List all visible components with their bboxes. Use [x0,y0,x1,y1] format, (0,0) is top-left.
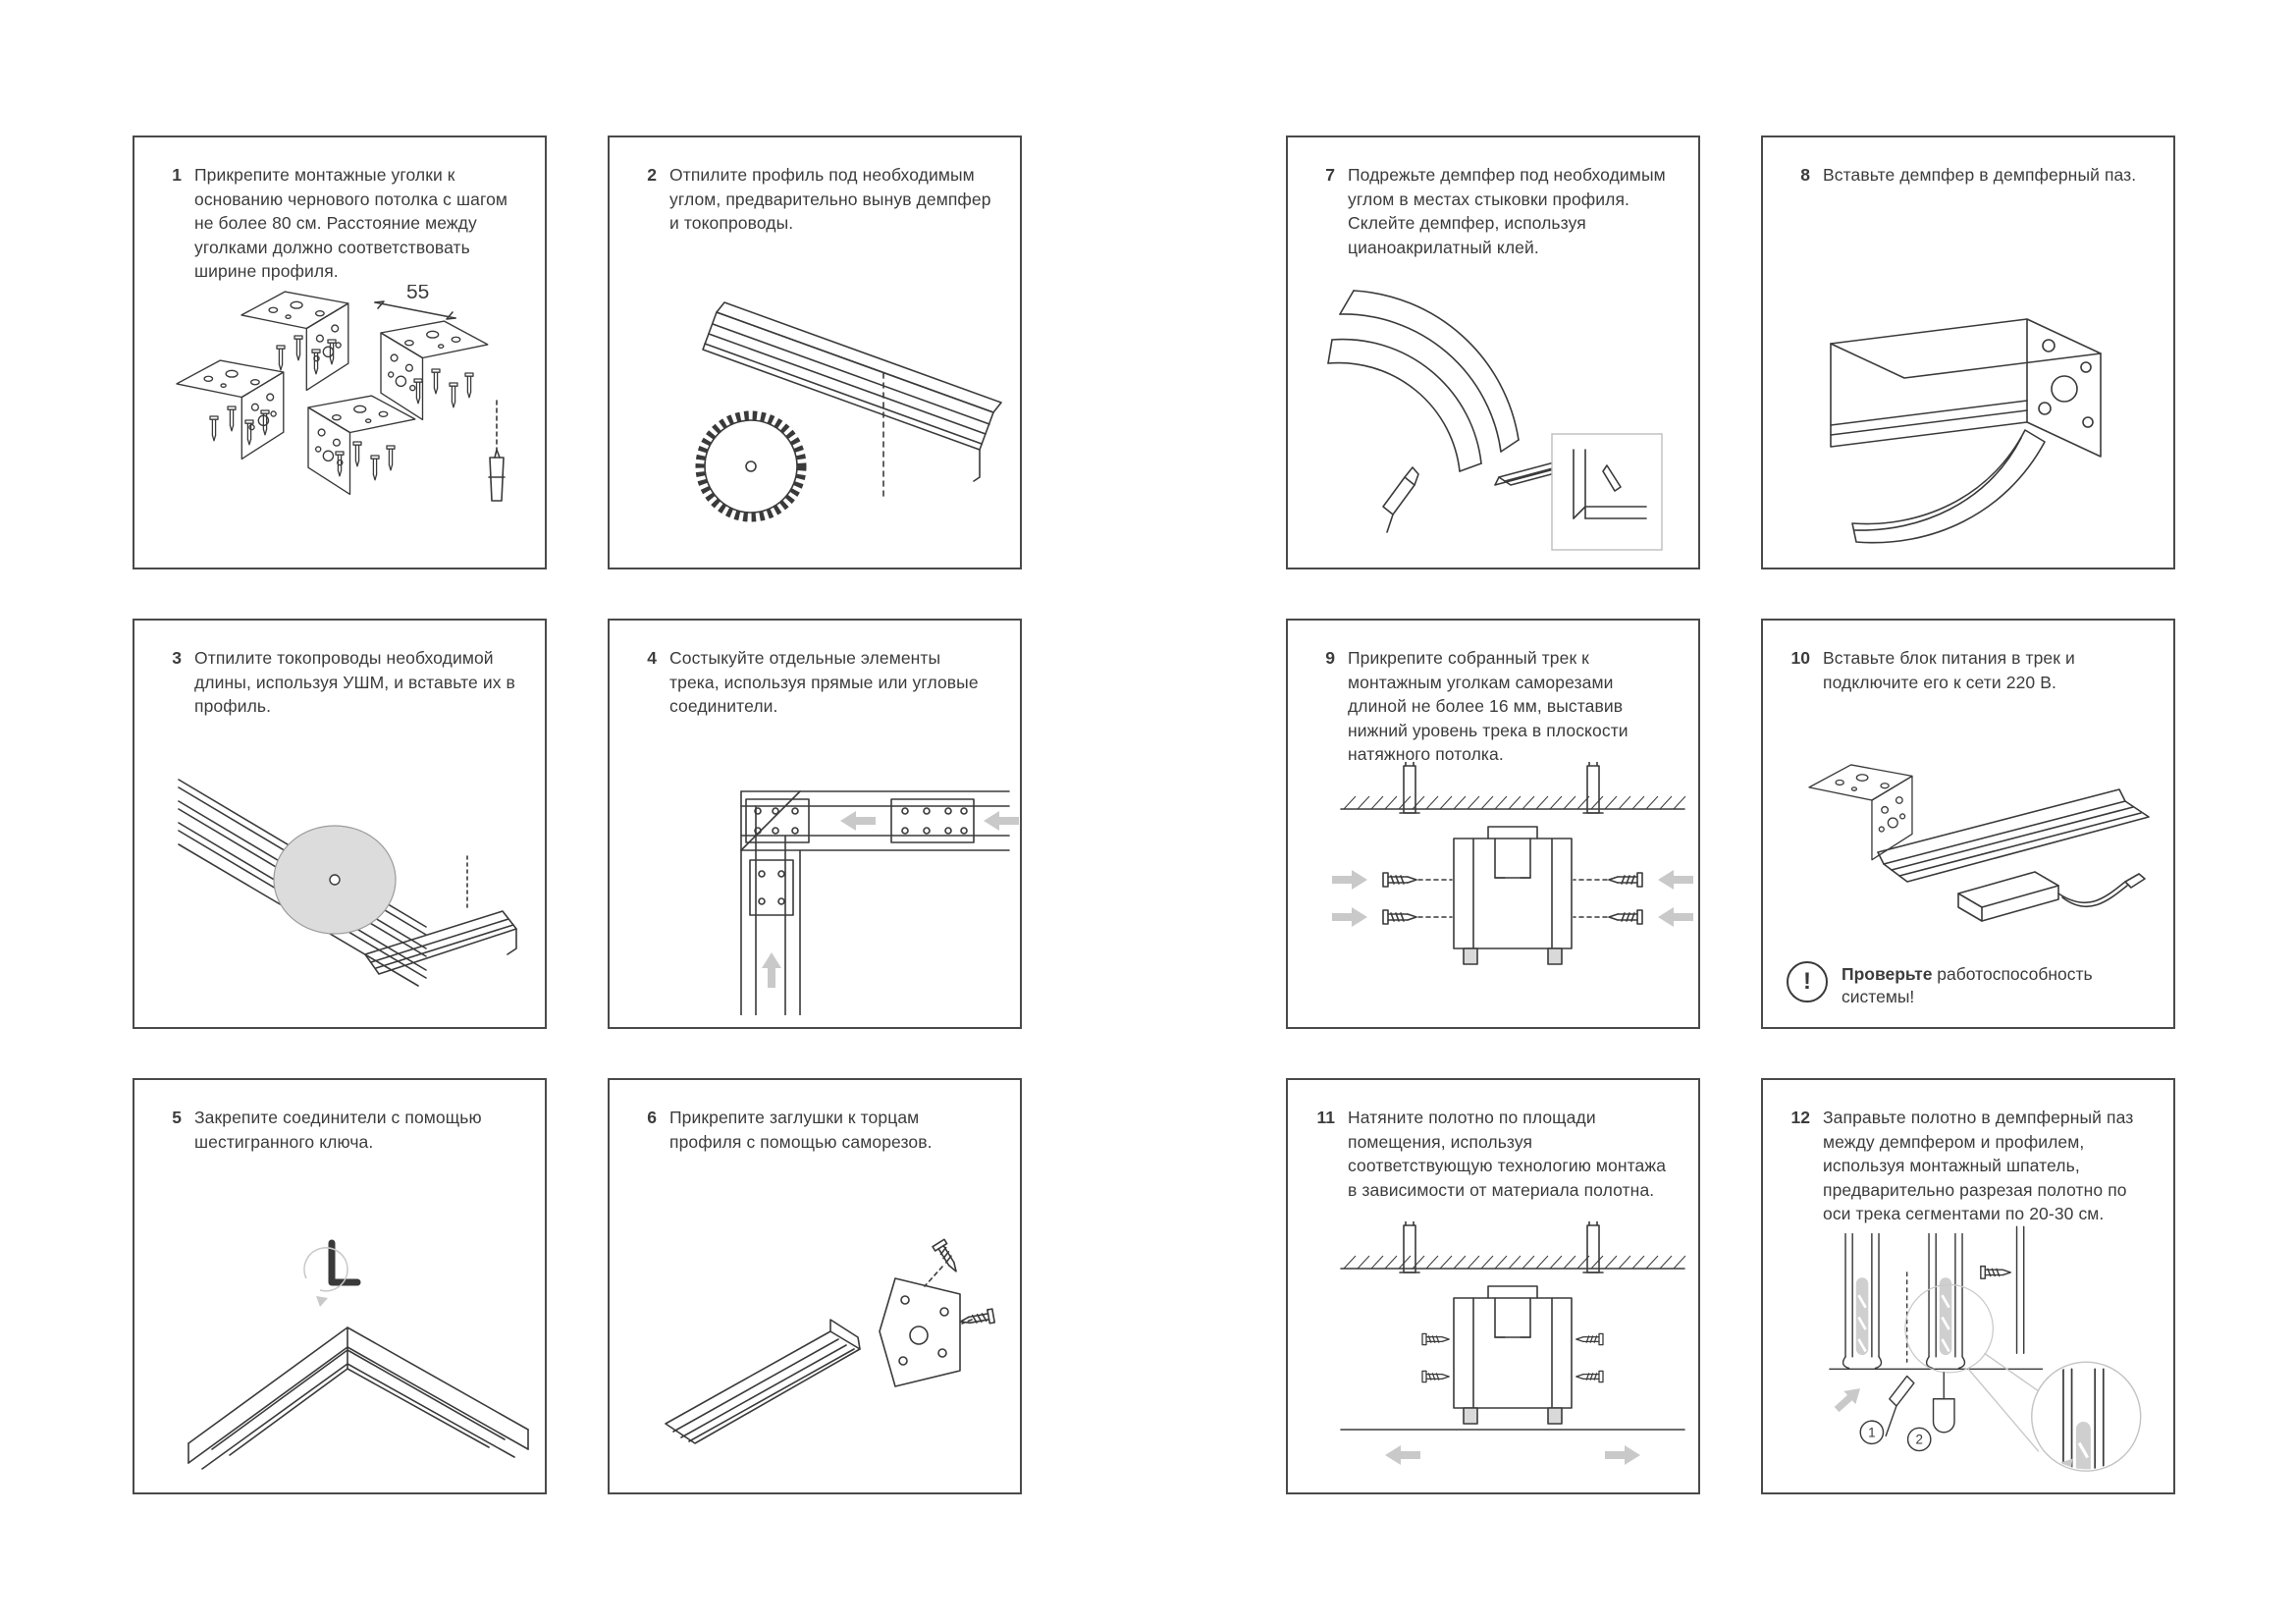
step-panel-1 [133,135,547,569]
marker-pen-icon [489,401,505,501]
saw-blade-icon [696,411,806,521]
hex-key-corner-illustration [154,1221,564,1481]
power-wire [2058,874,2145,906]
power-supply-unit [1958,872,2058,921]
step-text: Подрежьте демпфер под необходимым углом в местах стыковки профиля. Склейте демпфер, используя цианоакрилатный клей. [1348,165,1666,257]
step-number: 7 [1325,165,1335,185]
step-number: 2 [647,165,657,185]
membrane-stretch-cross-section [1308,1221,1718,1481]
step-number: 4 [647,648,657,668]
step-number: 1 [172,165,182,185]
page-right [1286,135,2175,1494]
track-connectors-illustration [629,762,1040,1015]
step-text: Натяните полотно по площади помещения, используя соответствующую технологию монтажа в зависимости от материала полотна. [1348,1108,1667,1200]
step-text: Состыкуйте отдельные элементы трека, используя прямые или угловые соединители. [669,648,979,716]
arrow-up-icon [762,952,781,988]
dimension-55 [375,301,455,319]
step-text: Прикрепите монтажные уголки к основанию чернового потолка с шагом не более 80 см. Расстояние между уголками должно соответствовать ширине профиля. [194,165,508,281]
step-text: Прикрепите собранный трек к монтажным уголкам саморезами длиной не более 16 мм, выставив нижний уровень трека в плоскости натяжного потолка. [1348,648,1629,764]
step-text: Прикрепите заглушки к торцам профиля с помощью саморезов. [669,1108,933,1152]
step-panel-2 [608,135,1022,569]
step-panel-11 [1286,1078,1700,1494]
profile-wall [2017,1226,2024,1353]
svg-text:1: 1 [1868,1425,1876,1440]
track-beam [1878,789,2149,882]
damper-strip [1852,430,2045,543]
end-cap-illustration [629,1221,1040,1481]
profile-beam [666,1320,860,1443]
svg-text:55: 55 [406,285,430,303]
warning-note [1787,961,2154,1009]
step-text: Закрепите соединители с помощью шестигранного ключа. [194,1108,482,1152]
glue-knife-icon [1383,467,1418,532]
step-text: Отпилите токопроводы необходимой длины, используя УШМ, и вставьте их в профиль. [194,648,515,716]
step-number: 6 [647,1108,657,1127]
step-number: 9 [1325,648,1335,668]
track-rails [741,791,1009,1015]
screw-icon [1981,1267,2010,1279]
step-panel-4 [608,619,1022,1029]
cutting-disc-icon [274,826,396,934]
frame-corner [188,1327,528,1469]
damper-arcs [1328,291,1519,471]
profile-cross-section [1927,1234,1965,1369]
spatula-icon [1934,1373,1954,1433]
knife-icon [1886,1377,1914,1436]
warning-text: Проверьте работоспособность системы! [1842,963,2093,1007]
step-panel-6 [608,1078,1022,1494]
arrow-left-icon [1658,907,1693,927]
bracket-post [1583,762,1603,813]
track-fixing-cross-section [1308,762,1718,1015]
svg-text:2: 2 [1915,1432,1923,1447]
screws-icon [210,336,473,480]
damper-glue-illustration [1308,285,1718,556]
tuck-membrane-illustration [1783,1221,2193,1481]
damper-into-groove-illustration [1783,285,2193,556]
arrow-left-icon [840,811,876,831]
bracket-post [1583,1221,1603,1272]
step-panel-10 [1761,619,2175,1029]
saw-profile-illustration [629,285,1040,556]
step-number: 11 [1316,1108,1335,1127]
track-cross-section [1454,827,1572,964]
step-panel-5 [133,1078,547,1494]
screws-icon [1422,1333,1603,1381]
profile-cross-section [1843,1234,1882,1369]
end-cap-plate [880,1278,960,1386]
step-number: 10 [1790,648,1810,668]
hex-key-icon [304,1243,357,1307]
step-panel-7 [1286,135,1700,569]
arrow-left-icon [984,811,1019,831]
arrow-left-icon [1385,1445,1420,1465]
step-number: 3 [172,648,182,668]
arrow-right-icon [1332,870,1367,890]
busbar-cutting-illustration [154,762,564,1015]
step-text: Вставьте блок питания в трек и подключите его к сети 220 В. [1823,648,2075,692]
power-supply-illustration [1783,754,2193,950]
step-number: 12 [1790,1108,1810,1127]
step-panel-9 [1286,619,1700,1029]
arrow-up-right-icon [1831,1381,1866,1416]
mounting-brackets-illustration [154,285,564,556]
arrow-right-icon [1605,1445,1640,1465]
warning-icon: ! [1787,961,1828,1002]
page-left [133,135,1022,1494]
arrow-left-icon [1658,870,1693,890]
step-number: 5 [172,1108,182,1127]
screws-icon [1383,873,1642,924]
step-panel-3 [133,619,547,1029]
arrow-right-icon [1332,907,1367,927]
step-text: Заправьте полотно в демпферный паз между демпфером и профилем, используя монтажный шпатель, предварительно разрезая полотно по оси трека сегментами по 20-30 см. [1823,1108,2134,1223]
magnifier-detail [2032,1362,2141,1481]
step-text: Вставьте демпфер в демпферный паз. [1823,165,2137,185]
corner-joint-inset [1552,434,1662,550]
step-text: Отпилите профиль под необходимым углом, предварительно вынув демпфер и токопроводы. [669,165,991,233]
step-panel-8 [1761,135,2175,569]
step-number: 8 [1800,165,1810,185]
profile-end [1831,319,2101,457]
track-cross-section [1454,1286,1572,1424]
step-panel-12 [1761,1078,2175,1494]
